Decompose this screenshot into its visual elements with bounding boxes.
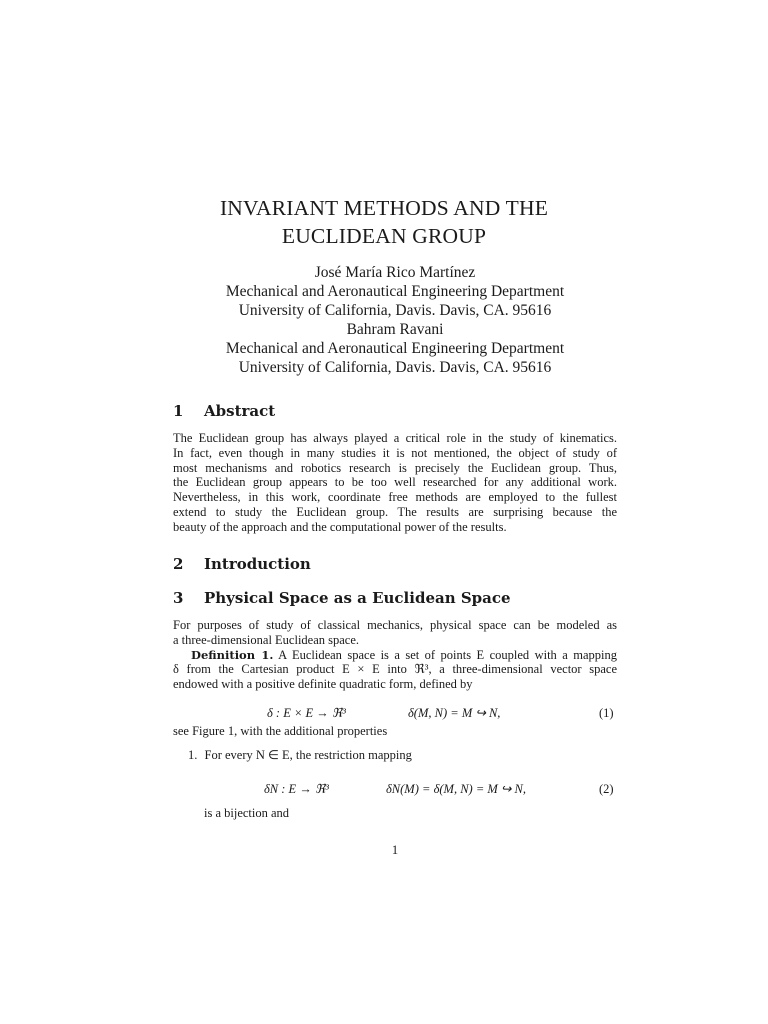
text-line: extend to study the Euclidean group. The results are surprising because the (173, 504, 617, 519)
title-line-1: INVARIANT METHODS AND THE (219, 196, 549, 220)
text-line: is a bijection and (204, 806, 290, 820)
paper-title (0, 194, 768, 250)
author-name: Bahram Ravani (346, 321, 444, 338)
author-department: Mechanical and Aeronautical Engineering Department (225, 340, 565, 357)
list-item (188, 748, 618, 763)
equation-2-right: δN(M) = δ(M, N) = M ↪ N, (386, 782, 526, 796)
section3-paragraph (173, 618, 617, 692)
section-heading-abstract (173, 402, 275, 420)
text-line: the Euclidean group appears to be too well researched for any additional work. (173, 475, 617, 490)
section-title: Introduction (204, 555, 311, 573)
equation-1-number: (1) (599, 706, 614, 720)
text-line: In fact, even though in many studies it is not mentioned, the object of study of (173, 445, 617, 460)
author-department: Mechanical and Aeronautical Engineering Department (225, 283, 565, 300)
list-marker: 1. (188, 748, 198, 762)
section-number: 1 (173, 402, 184, 420)
equation-1-left: δ : E × E → ℜ³ (267, 706, 346, 720)
text-line: The Euclidean group has always played a critical role in the study of kinematics. (173, 431, 617, 445)
text-line: δ from the Cartesian product E × E into ℜ³, a three-dimensional vector space (173, 662, 617, 677)
abstract-paragraph (173, 431, 617, 535)
author-affiliation: University of California, Davis. Davis, CA. 95616 (238, 302, 552, 319)
author-block-2 (0, 320, 768, 377)
equation-2-left: δN : E → ℜ³ (264, 782, 329, 796)
section-title: Abstract (204, 402, 276, 420)
section-heading-introduction (173, 555, 311, 573)
equation-2-number: (2) (599, 782, 614, 796)
text-line: beauty of the approach and the computational power of the results. (173, 519, 507, 534)
page-number: 1 (391, 843, 399, 857)
text-line: a three-dimensional Euclidean space. (173, 632, 360, 647)
section-number: 2 (173, 555, 184, 573)
after-equation-2 (204, 806, 618, 821)
definition-line (173, 648, 617, 663)
text-line: endowed with a positive definite quadratic form, defined by (173, 677, 473, 692)
section-title: Physical Space as a Euclidean Space (204, 589, 511, 607)
section-heading-physical-space (173, 589, 511, 607)
text-line: For purposes of study of classical mechanics, physical space can be modeled as (173, 618, 617, 632)
author-name: José María Rico Martínez (314, 264, 476, 281)
text-line: see Figure 1, with the additional properties (173, 724, 388, 738)
definition-text: A Euclidean space is a set of points E coupled with a mapping (273, 647, 617, 662)
list-item-text: For every N ∈ E, the restriction mapping (204, 748, 412, 762)
author-affiliation: University of California, Davis. Davis, CA. 95616 (238, 359, 552, 376)
text-line: Nevertheless, in this work, coordinate free methods are employed to the fullest (173, 490, 617, 505)
author-block-1 (0, 263, 768, 320)
after-equation-1 (173, 724, 617, 739)
text-line: most mechanisms and robotics research is precisely the Euclidean group. Thus, (173, 460, 617, 475)
definition-label: Definition 1. (191, 647, 274, 662)
equation-1-right: δ(M, N) = M ↪ N, (408, 706, 501, 720)
section-number: 3 (173, 589, 184, 607)
title-line-2: EUCLIDEAN GROUP (281, 224, 487, 248)
